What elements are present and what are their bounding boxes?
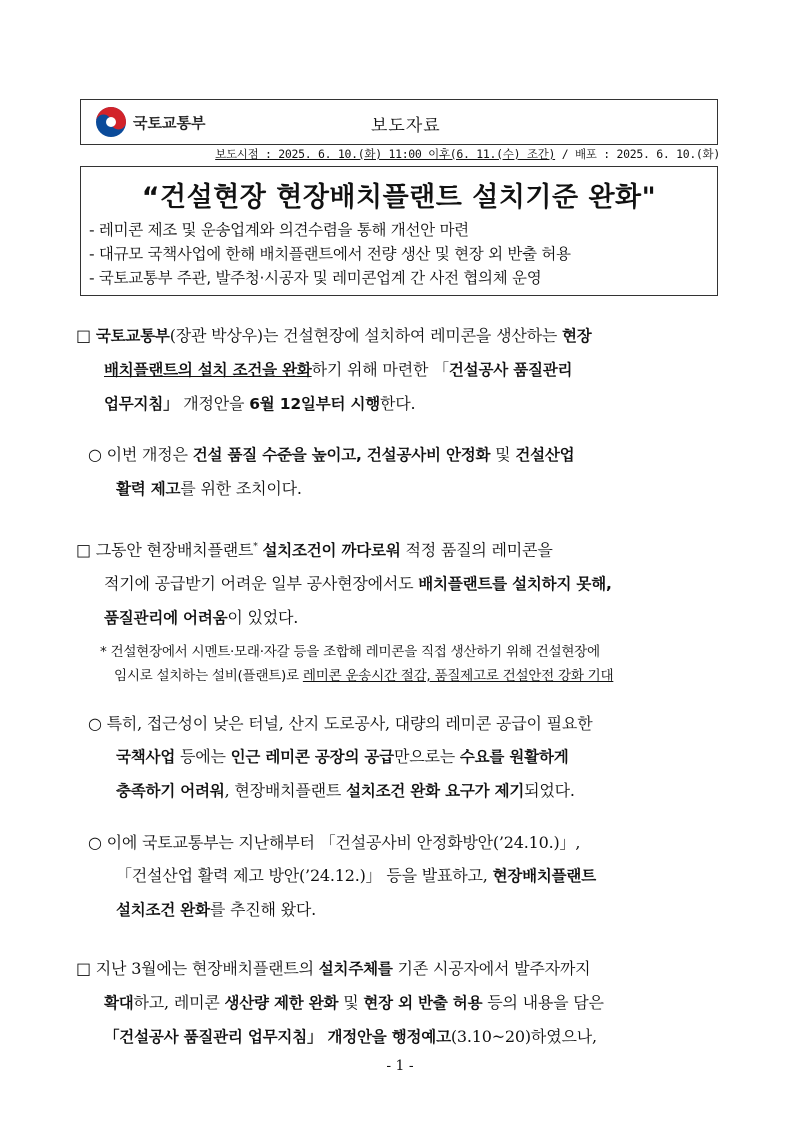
release-time: 보도시점 : 2025. 6. 10.(화) 11:00 이후(6. 11.(수) 조간) xyxy=(215,147,556,161)
title-box xyxy=(80,166,718,296)
distribution-time: / 배포 : 2025. 6. 10.(화) xyxy=(555,147,720,161)
subtitle-1: - 레미콘 제조 및 운송업계와 의견수렴을 통해 개선안 마련 xyxy=(89,221,469,239)
paragraph-6-line-3: 「건설공사 품질관리 업무지침」 개정안을 행정예고(3.10~20)하였으나, xyxy=(104,1027,597,1046)
paragraph-3-line-2: 적기에 공급받기 어려운 일부 공사현장에서도 배치플랜트를 설치하지 못해, xyxy=(104,574,612,594)
footnote xyxy=(100,640,613,688)
paragraph-5-line-3: 설치조건 완화를 추진해 왔다. xyxy=(116,900,317,919)
subtitle-2: - 대규모 국책사업에 한해 배치플랜트에서 전량 생산 및 현장 외 반출 허용 xyxy=(89,245,571,263)
paragraph-4-line-2: 국책사업 등에는 인근 레미콘 공장의 공급만으로는 수요를 원활하게 xyxy=(116,747,569,766)
main-title: “건설현장 현장배치플랜트 설치기준 완화" xyxy=(141,182,657,213)
subtitle-3: - 국토교통부 주관, 발주청·시공자 및 레미콘업계 간 사전 협의체 운영 xyxy=(89,269,542,287)
paragraph-5 xyxy=(88,826,596,927)
paragraph-6-line-1: □ 지난 3월에는 현장배치플랜트의 설치주체를 기존 시공자에서 발주자까지 xyxy=(76,959,591,978)
ministry-name: 국토교통부 xyxy=(133,114,206,132)
release-info xyxy=(215,146,720,162)
paragraph-3 xyxy=(76,531,612,635)
ministry-logo-icon xyxy=(95,106,127,138)
paragraph-3-line-3: 품질관리에 어려움이 있었다. xyxy=(104,608,299,628)
page-number: - 1 - xyxy=(386,1058,414,1074)
paragraph-4-line-3: 충족하기 어려워, 현장배치플랜트 설치조건 완화 요구가 제기되었다. xyxy=(116,781,575,800)
paragraph-4-line-1: ○ 특히, 접근성이 낮은 터널, 산지 도로공사, 대량의 레미콘 공급이 필요한 xyxy=(88,714,593,733)
footnote-line-2: 임시로 설치하는 설비(플랜트)로 레미콘 운송시간 절감, 품질제고로 건설안전 강화 기대 xyxy=(114,668,614,684)
paragraph-3-line-1: □ 그동안 현장배치플랜트* 설치조건이 까다로워 적정 품질의 레미콘을 xyxy=(76,540,553,560)
paragraph-4 xyxy=(88,707,592,808)
paragraph-2-line-2: 활력 제고를 위한 조치이다. xyxy=(116,479,302,498)
doc-type: 보도자료 xyxy=(371,116,441,136)
paragraph-1-line-2: 배치플랜트의 설치 조건을 완화하기 위해 마련한 「건설공사 품질관리 xyxy=(104,360,573,379)
header-box xyxy=(80,99,718,145)
subtitle-list xyxy=(89,218,571,290)
paragraph-6 xyxy=(76,952,604,1054)
paragraph-5-line-1: ○ 이에 국토교통부는 지난해부터 「건설공사비 안정화방안(’24.10.)」, xyxy=(88,833,581,852)
paragraph-2-line-1: ○ 이번 개정은 건설 품질 수준을 높이고, 건설공사비 안정화 및 건설산업 xyxy=(88,445,575,464)
paragraph-1 xyxy=(76,319,592,421)
paragraph-1-line-3: 업무지침」 개정안을 6월 12일부터 시행한다. xyxy=(104,394,416,413)
paragraph-1-line-1: □ 국토교통부(장관 박상우)는 건설현장에 설치하여 레미콘을 생산하는 현장 xyxy=(76,326,592,345)
paragraph-6-line-2: 확대하고, 레미콘 생산량 제한 완화 및 현장 외 반출 허용 등의 내용을 담은 xyxy=(104,993,604,1012)
paragraph-2 xyxy=(88,438,574,506)
footnote-line-1: * 건설현장에서 시멘트·모래·자갈 등을 조합해 레미콘을 직접 생산하기 위해 건설현장에 xyxy=(100,644,600,660)
paragraph-5-line-2: 「건설산업 활력 제고 방안(’24.12.)」 등을 발표하고, 현장배치플랜트 xyxy=(116,866,596,885)
